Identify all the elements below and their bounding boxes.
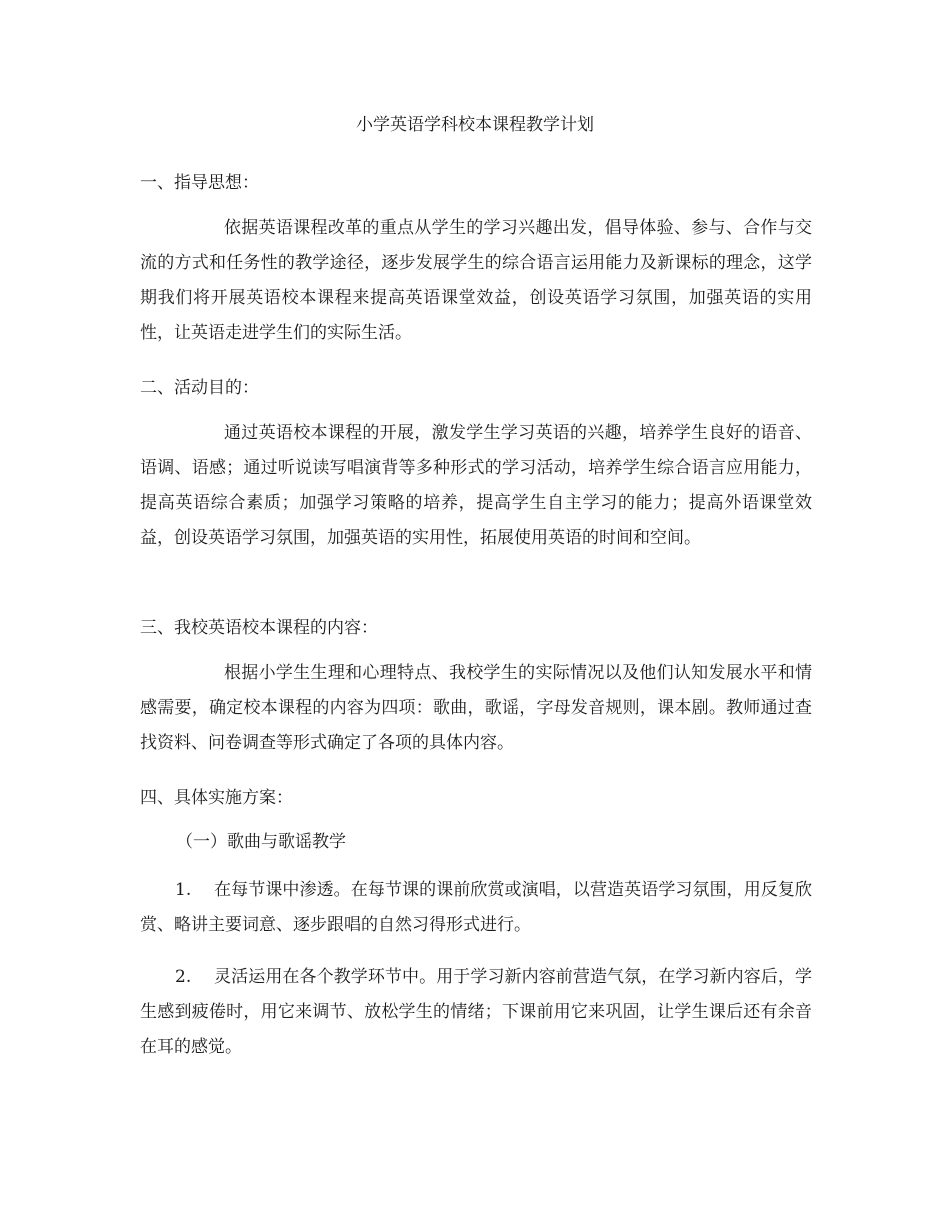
section-heading-course-content: 三、我校英语校本课程的内容： [140, 618, 378, 638]
section-body-course-content: 根据小学生生理和心理特点、我校学生的实际情况以及他们认知发展水平和情感需要，确定校本课程的内容为四项：歌曲，歌谣，字母发音规则，课本剧。教师通过查找资料、问卷调查等形式确定了各项的具体内容。 [140, 663, 812, 753]
list-item-number: 1. [175, 880, 192, 900]
document-title: 小学英语学科校本课程教学计划 [356, 115, 594, 135]
list-item [140, 960, 812, 1065]
section-body-activity-goals: 通过英语校本课程的开展，激发学生学习英语的兴趣，培养学生良好的语音、语调、语感；通过听说读写唱演背等多种形式的学习活动，培养学生综合语言应用能力，提高英语综合素质；加强学习策略的培养，提高学生自主学习的能力；提高外语课堂效益，创设英语学习氛围，加强英语的实用性，拓展使用英语的时间和空间。 [140, 423, 812, 548]
subheading-songs-and-chants: （一）歌曲与歌谣教学 [176, 832, 346, 852]
section-heading-implementation: 四、具体实施方案： [140, 788, 293, 808]
section-heading-activity-goals: 二、活动目的： [140, 378, 259, 398]
list-item [140, 873, 812, 943]
list-item-text: 在每节课中渗透。在每节课的课前欣赏或演唱，以营造英语学习氛围，用反复欣赏、略讲主要词意、逐步跟唱的自然习得形式进行。 [140, 880, 812, 935]
list-item-number: 2. [175, 967, 192, 987]
section-body-guiding-ideology: 依据英语课程改革的重点从学生的学习兴趣出发，倡导体验、参与、合作与交流的方式和任务性的教学途径，逐步发展学生的综合语言运用能力及新课标的理念，这学期我们将开展英语校本课程来提高英语课堂效益，创设英语学习氛围，加强英语的实用性，让英语走进学生们的实际生活。 [140, 218, 812, 343]
list-item-text: 灵活运用在各个教学环节中。用于学习新内容前营造气氛，在学习新内容后，学生感到疲倦时，用它来调节、放松学生的情绪；下课前用它来巩固，让学生课后还有余音在耳的感觉。 [140, 967, 812, 1057]
section-heading-guiding-ideology: 一、指导思想： [140, 173, 259, 193]
